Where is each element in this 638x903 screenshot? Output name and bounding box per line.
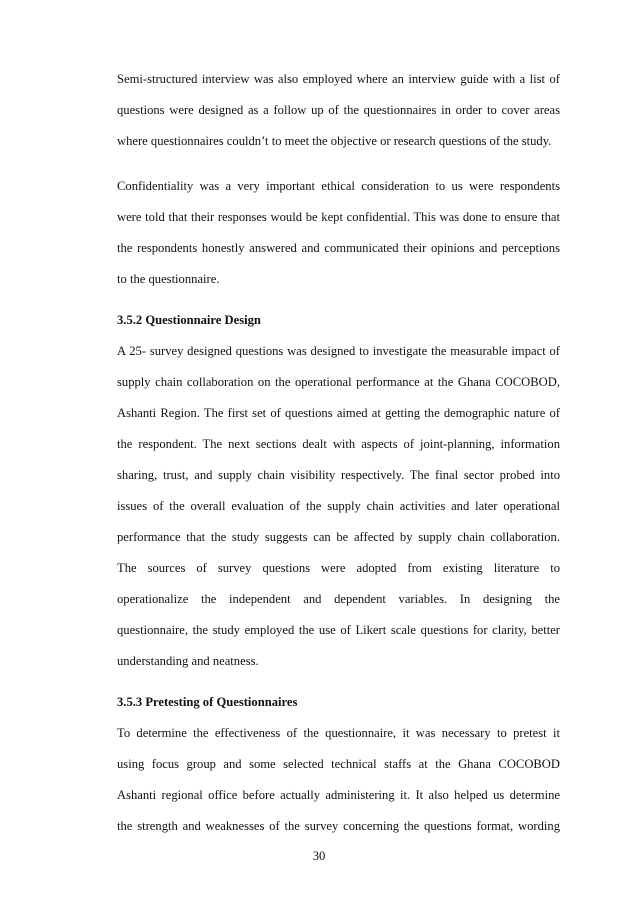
paragraph-1-line-2: questions were designed as a follow up of the questionnaires in order to cover areas (117, 103, 560, 117)
section-352-line-1: A 25- survey designed questions was designed to investigate the measurable impact of (117, 344, 560, 358)
section-352-line-7: performance that the study suggests can be affected by supply chain collaboration. (117, 530, 560, 544)
paragraph-2-line-4: to the questionnaire. (117, 272, 220, 286)
section-352-line-5: sharing, trust, and supply chain visibility respectively. The final sector probed into (117, 468, 560, 482)
paragraph-1-line-1: Semi-structured interview was also employed where an interview guide with a list of (117, 72, 560, 86)
section-352-line-6: issues of the overall evaluation of the supply chain activities and later operational (117, 499, 560, 513)
section-352-line-10: questionnaire, the study employed the use of Likert scale questions for clarity, better (117, 623, 560, 637)
section-352-line-11: understanding and neatness. (117, 654, 259, 668)
section-heading-pretesting: 3.5.3 Pretesting of Questionnaires (117, 695, 298, 709)
paragraph-1-line-3: where questionnaires couldn’t to meet the objective or research questions of the study. (117, 134, 552, 148)
section-353-line-3: Ashanti regional office before actually administering it. It also helped us determine (117, 788, 560, 802)
section-353-line-1: To determine the effectiveness of the questionnaire, it was necessary to pretest it (117, 726, 560, 740)
page-number: 30 (312, 849, 326, 863)
section-353-line-2: using focus group and some selected technical staffs at the Ghana COCOBOD (117, 757, 560, 771)
section-352-line-9: operationalize the independent and dependent variables. In designing the (117, 592, 560, 606)
paragraph-2-line-3: the respondents honestly answered and communicated their opinions and perceptions (117, 241, 560, 255)
section-352-line-8: The sources of survey questions were adopted from existing literature to (117, 561, 560, 575)
paragraph-2-line-1: Confidentiality was a very important ethical consideration to us were respondents (117, 179, 560, 193)
section-352-line-2: supply chain collaboration on the operational performance at the Ghana COCOBOD, (117, 375, 560, 389)
section-heading-questionnaire-design: 3.5.2 Questionnaire Design (117, 313, 261, 327)
paragraph-2-line-2: were told that their responses would be kept confidential. This was done to ensure that (117, 210, 560, 224)
section-353-line-4: the strength and weaknesses of the survey concerning the questions format, wording (117, 819, 560, 833)
section-352-line-4: the respondent. The next sections dealt with aspects of joint-planning, information (117, 437, 560, 451)
section-352-line-3: Ashanti Region. The first set of questions aimed at getting the demographic nature of (117, 406, 560, 420)
